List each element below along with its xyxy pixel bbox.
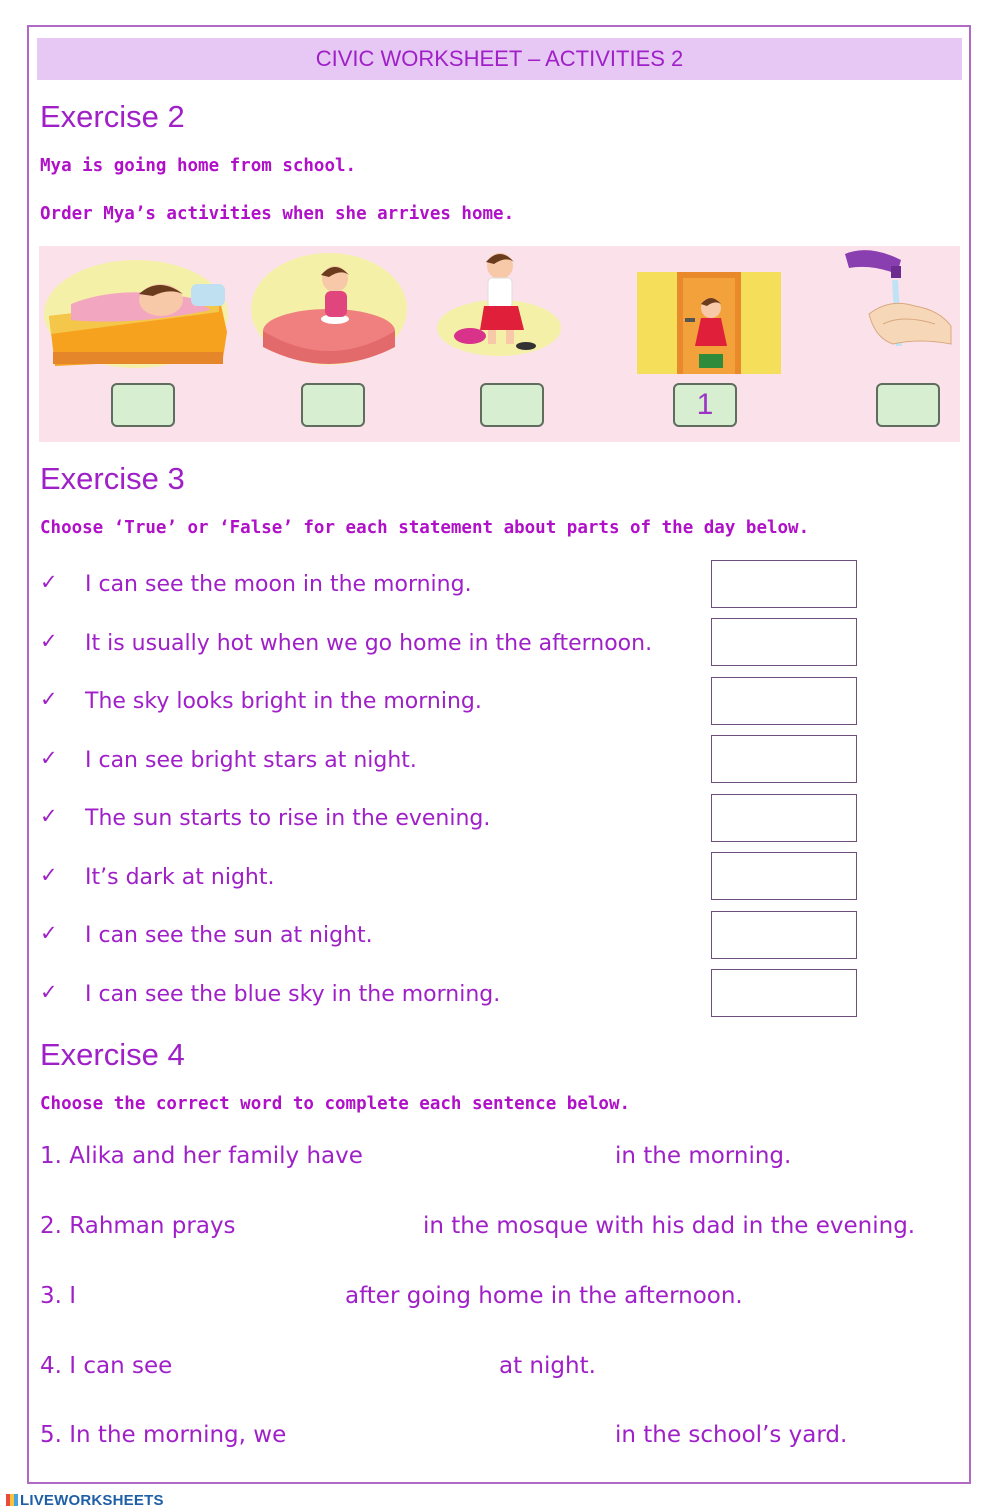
true-false-answer-box[interactable] [711,794,857,842]
girl-sleeping-icon [41,254,231,372]
order-box-opening-door[interactable]: 1 [673,383,737,427]
statement-text: I can see the moon in the morning. [85,572,472,597]
sentence-2-end: in the mosque with his dad in the evening. [423,1213,916,1239]
exercise-2-heading: Exercise 2 [40,99,185,134]
sentence-3-end: after going home in the afternoon. [345,1283,743,1309]
exercise-3-heading: Exercise 3 [40,461,185,496]
exercise-4-heading: Exercise 4 [40,1037,185,1072]
liveworksheets-logo[interactable] [6,1492,164,1509]
true-false-answer-box[interactable] [711,618,857,666]
check-icon: ✓ [40,687,58,711]
statement-text: It is usually hot when we go home in the afternoon. [85,631,653,656]
check-icon: ✓ [40,570,58,594]
sentence-2-start: 2. Rahman prays [40,1213,236,1239]
check-icon: ✓ [40,980,58,1004]
exercise-4-instruction: Choose the correct word to complete each sentence below. [40,1094,631,1114]
order-box-washing-hands[interactable] [876,383,940,427]
order-box-eating[interactable] [301,383,365,427]
activity-pictures-strip [39,246,960,442]
washing-hands-icon [839,248,957,372]
statement-text: The sun starts to rise in the evening. [85,806,491,831]
true-false-answer-box[interactable] [711,677,857,725]
statement-text: I can see the blue sky in the morning. [85,982,501,1007]
sentence-5-start: 5. In the morning, we [40,1422,287,1448]
sentence-4-end: at night. [499,1353,596,1379]
true-false-answer-box[interactable] [711,560,857,608]
girl-opening-door-icon [637,272,781,374]
sentence-1-start: 1. Alika and her family have [40,1143,363,1169]
exercise-3-instruction: Choose ‘True’ or ‘False’ for each statement about parts of the day below. [40,518,810,538]
statement-text: The sky looks bright in the morning. [85,689,482,714]
statement-text: I can see bright stars at night. [85,748,417,773]
sentence-3-start: 3. I [40,1283,77,1309]
sentence-4-start: 4. I can see [40,1353,173,1379]
girl-changing-clothes-icon [434,248,564,372]
statement-text: It’s dark at night. [85,865,275,890]
check-icon: ✓ [40,629,58,653]
worksheet-title: CIVIC WORKSHEET – ACTIVITIES 2 [37,38,962,80]
exercise-2-line-2: Order Mya’s activities when she arrives home. [40,204,515,224]
check-icon: ✓ [40,804,58,828]
order-box-changing-clothes[interactable] [480,383,544,427]
statement-text: I can see the sun at night. [85,923,373,948]
true-false-answer-box[interactable] [711,852,857,900]
logo-text: LIVEWORKSHEETS [20,1492,164,1509]
true-false-answer-box[interactable] [711,735,857,783]
exercise-2-line-1: Mya is going home from school. [40,156,357,176]
girl-eating-icon [249,251,409,371]
liveworksheets-mark-icon [6,1494,18,1506]
check-icon: ✓ [40,921,58,945]
sentence-5-end: in the school’s yard. [615,1422,848,1448]
true-false-answer-box[interactable] [711,969,857,1017]
order-box-sleeping[interactable] [111,383,175,427]
true-false-answer-box[interactable] [711,911,857,959]
check-icon: ✓ [40,746,58,770]
check-icon: ✓ [40,863,58,887]
sentence-1-end: in the morning. [615,1143,792,1169]
